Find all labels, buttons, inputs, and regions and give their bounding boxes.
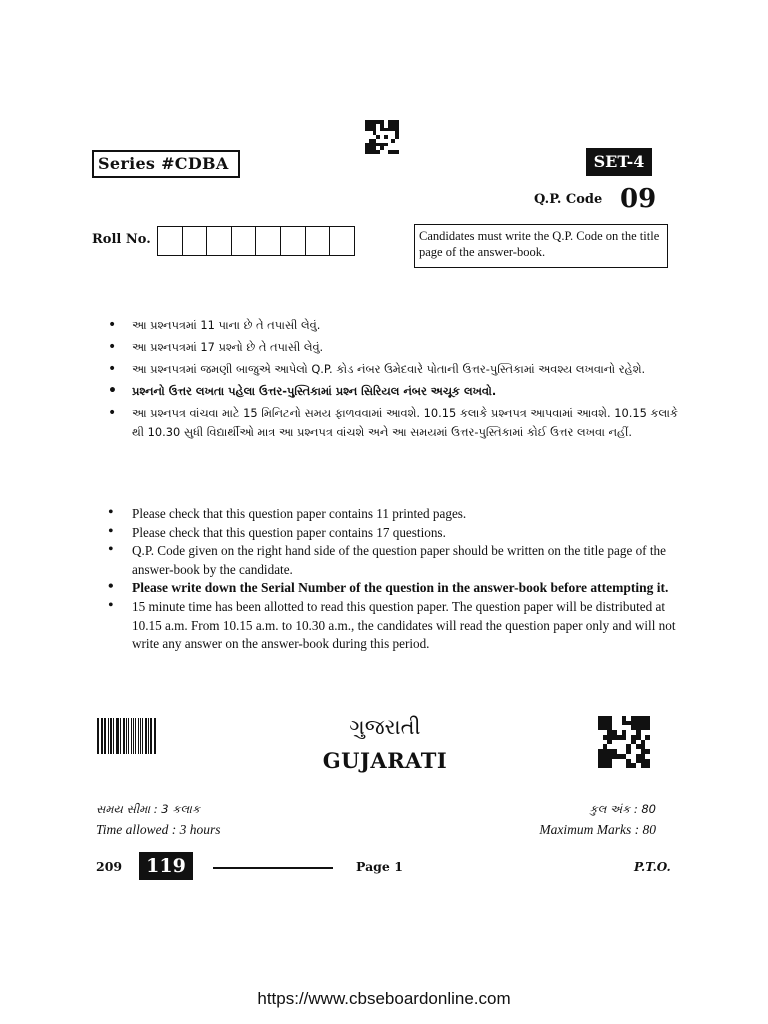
instruction-item: • Please check that this question paper contains 11 printed pages. bbox=[108, 505, 678, 524]
subject-title-english: GUJARATI bbox=[322, 748, 448, 773]
instruction-item: • આ પ્રશ્નપત્રમાં જમણી બાજુએ આપેલો Q.P. કોડ નંબર ઉમેદવારે પોતાની ઉત્તર-પુસ્તિકામાં અવશ્ય લખવાનો રહેશે. bbox=[108, 360, 678, 379]
candidate-notice-box: Candidates must write the Q.P. Code on the title page of the answer-book. bbox=[414, 224, 668, 268]
roll-digit-box[interactable] bbox=[329, 226, 355, 256]
instruction-item: • 15 minute time has been allotted to read this question paper. The question paper will be distributed at 10.15 a.m. From 10.15 a.m. to 10.30 a.m., the candidates will read the question paper only and will not write any answer on the answer-book during this period. bbox=[108, 598, 678, 654]
instructions-gujarati bbox=[108, 316, 678, 445]
roll-digit-box[interactable] bbox=[206, 226, 232, 256]
divider-line bbox=[213, 867, 333, 869]
instructions-english bbox=[108, 505, 678, 654]
time-allowed-gujarati: સમય સીમા : 3 કલાક bbox=[96, 802, 200, 816]
subject-code: 209 bbox=[96, 859, 123, 874]
instruction-item: • Q.P. Code given on the right hand side of the question paper should be written on the title page of the answer-book by the candidate. bbox=[108, 542, 678, 579]
roll-digit-box[interactable] bbox=[231, 226, 257, 256]
qp-code-label: Q.P. Code bbox=[534, 192, 603, 207]
page-number: Page 1 bbox=[356, 859, 403, 874]
instruction-item: • આ પ્રશ્નપત્રમાં 11 પાના છે તે તપાસી લેવું. bbox=[108, 316, 678, 335]
qr-code-right bbox=[598, 716, 650, 768]
boxed-code: 119 bbox=[139, 852, 193, 880]
qr-code-top bbox=[365, 120, 399, 154]
instruction-item: • આ પ્રશ્નપત્ર વાંચવા માટે 15 મિનિટનો સમય ફાળવવામાં આવશે. 10.15 કલાકે પ્રશ્નપત્ર આપવામાં આવશે. 10.15 કલાકે થી 10.30 સુધી વિદ્યાર્થીઓ માત્ર આ પ્રશ્નપત્ર વાંચશે અને આ સમયમાં ઉત્તર-પુસ્તિકામાં કોઈ ઉત્તર લખવા નહીં. bbox=[108, 404, 678, 442]
roll-number-label: Roll No. bbox=[92, 232, 151, 247]
instruction-item: • આ પ્રશ્નપત્રમાં 17 પ્રશ્નો છે તે તપાસી લેવું. bbox=[108, 338, 678, 357]
source-url[interactable]: https://www.cbseboardonline.com bbox=[257, 989, 511, 1008]
roll-digit-box[interactable] bbox=[255, 226, 281, 256]
instruction-item: • Please check that this question paper contains 17 questions. bbox=[108, 524, 678, 543]
time-allowed-english: Time allowed : 3 hours bbox=[96, 822, 221, 837]
instruction-item: • Please write down the Serial Number of the question in the answer-book before attempting it. bbox=[108, 579, 678, 598]
roll-digit-box[interactable] bbox=[305, 226, 331, 256]
roll-number-boxes[interactable] bbox=[157, 226, 354, 256]
subject-title-gujarati: ગુજરાતી bbox=[349, 715, 421, 739]
set-badge: SET-4 bbox=[586, 148, 652, 176]
series-box: Series #CDBA bbox=[92, 150, 240, 178]
pto-label: P.T.O. bbox=[634, 860, 671, 874]
roll-digit-box[interactable] bbox=[280, 226, 306, 256]
barcode bbox=[97, 718, 157, 754]
instruction-item: • પ્રશ્નનો ઉત્તર લખતા પહેલા ઉત્તર-પુસ્તિકામાં પ્રશ્ન સિરિયલ નંબર અચૂક લખવો. bbox=[108, 382, 678, 401]
max-marks-english: Maximum Marks : 80 bbox=[539, 822, 656, 837]
max-marks-gujarati: કુલ અંક : 80 bbox=[589, 802, 656, 816]
roll-digit-box[interactable] bbox=[157, 226, 183, 256]
qp-code-value: 09 bbox=[620, 184, 657, 214]
roll-digit-box[interactable] bbox=[182, 226, 208, 256]
